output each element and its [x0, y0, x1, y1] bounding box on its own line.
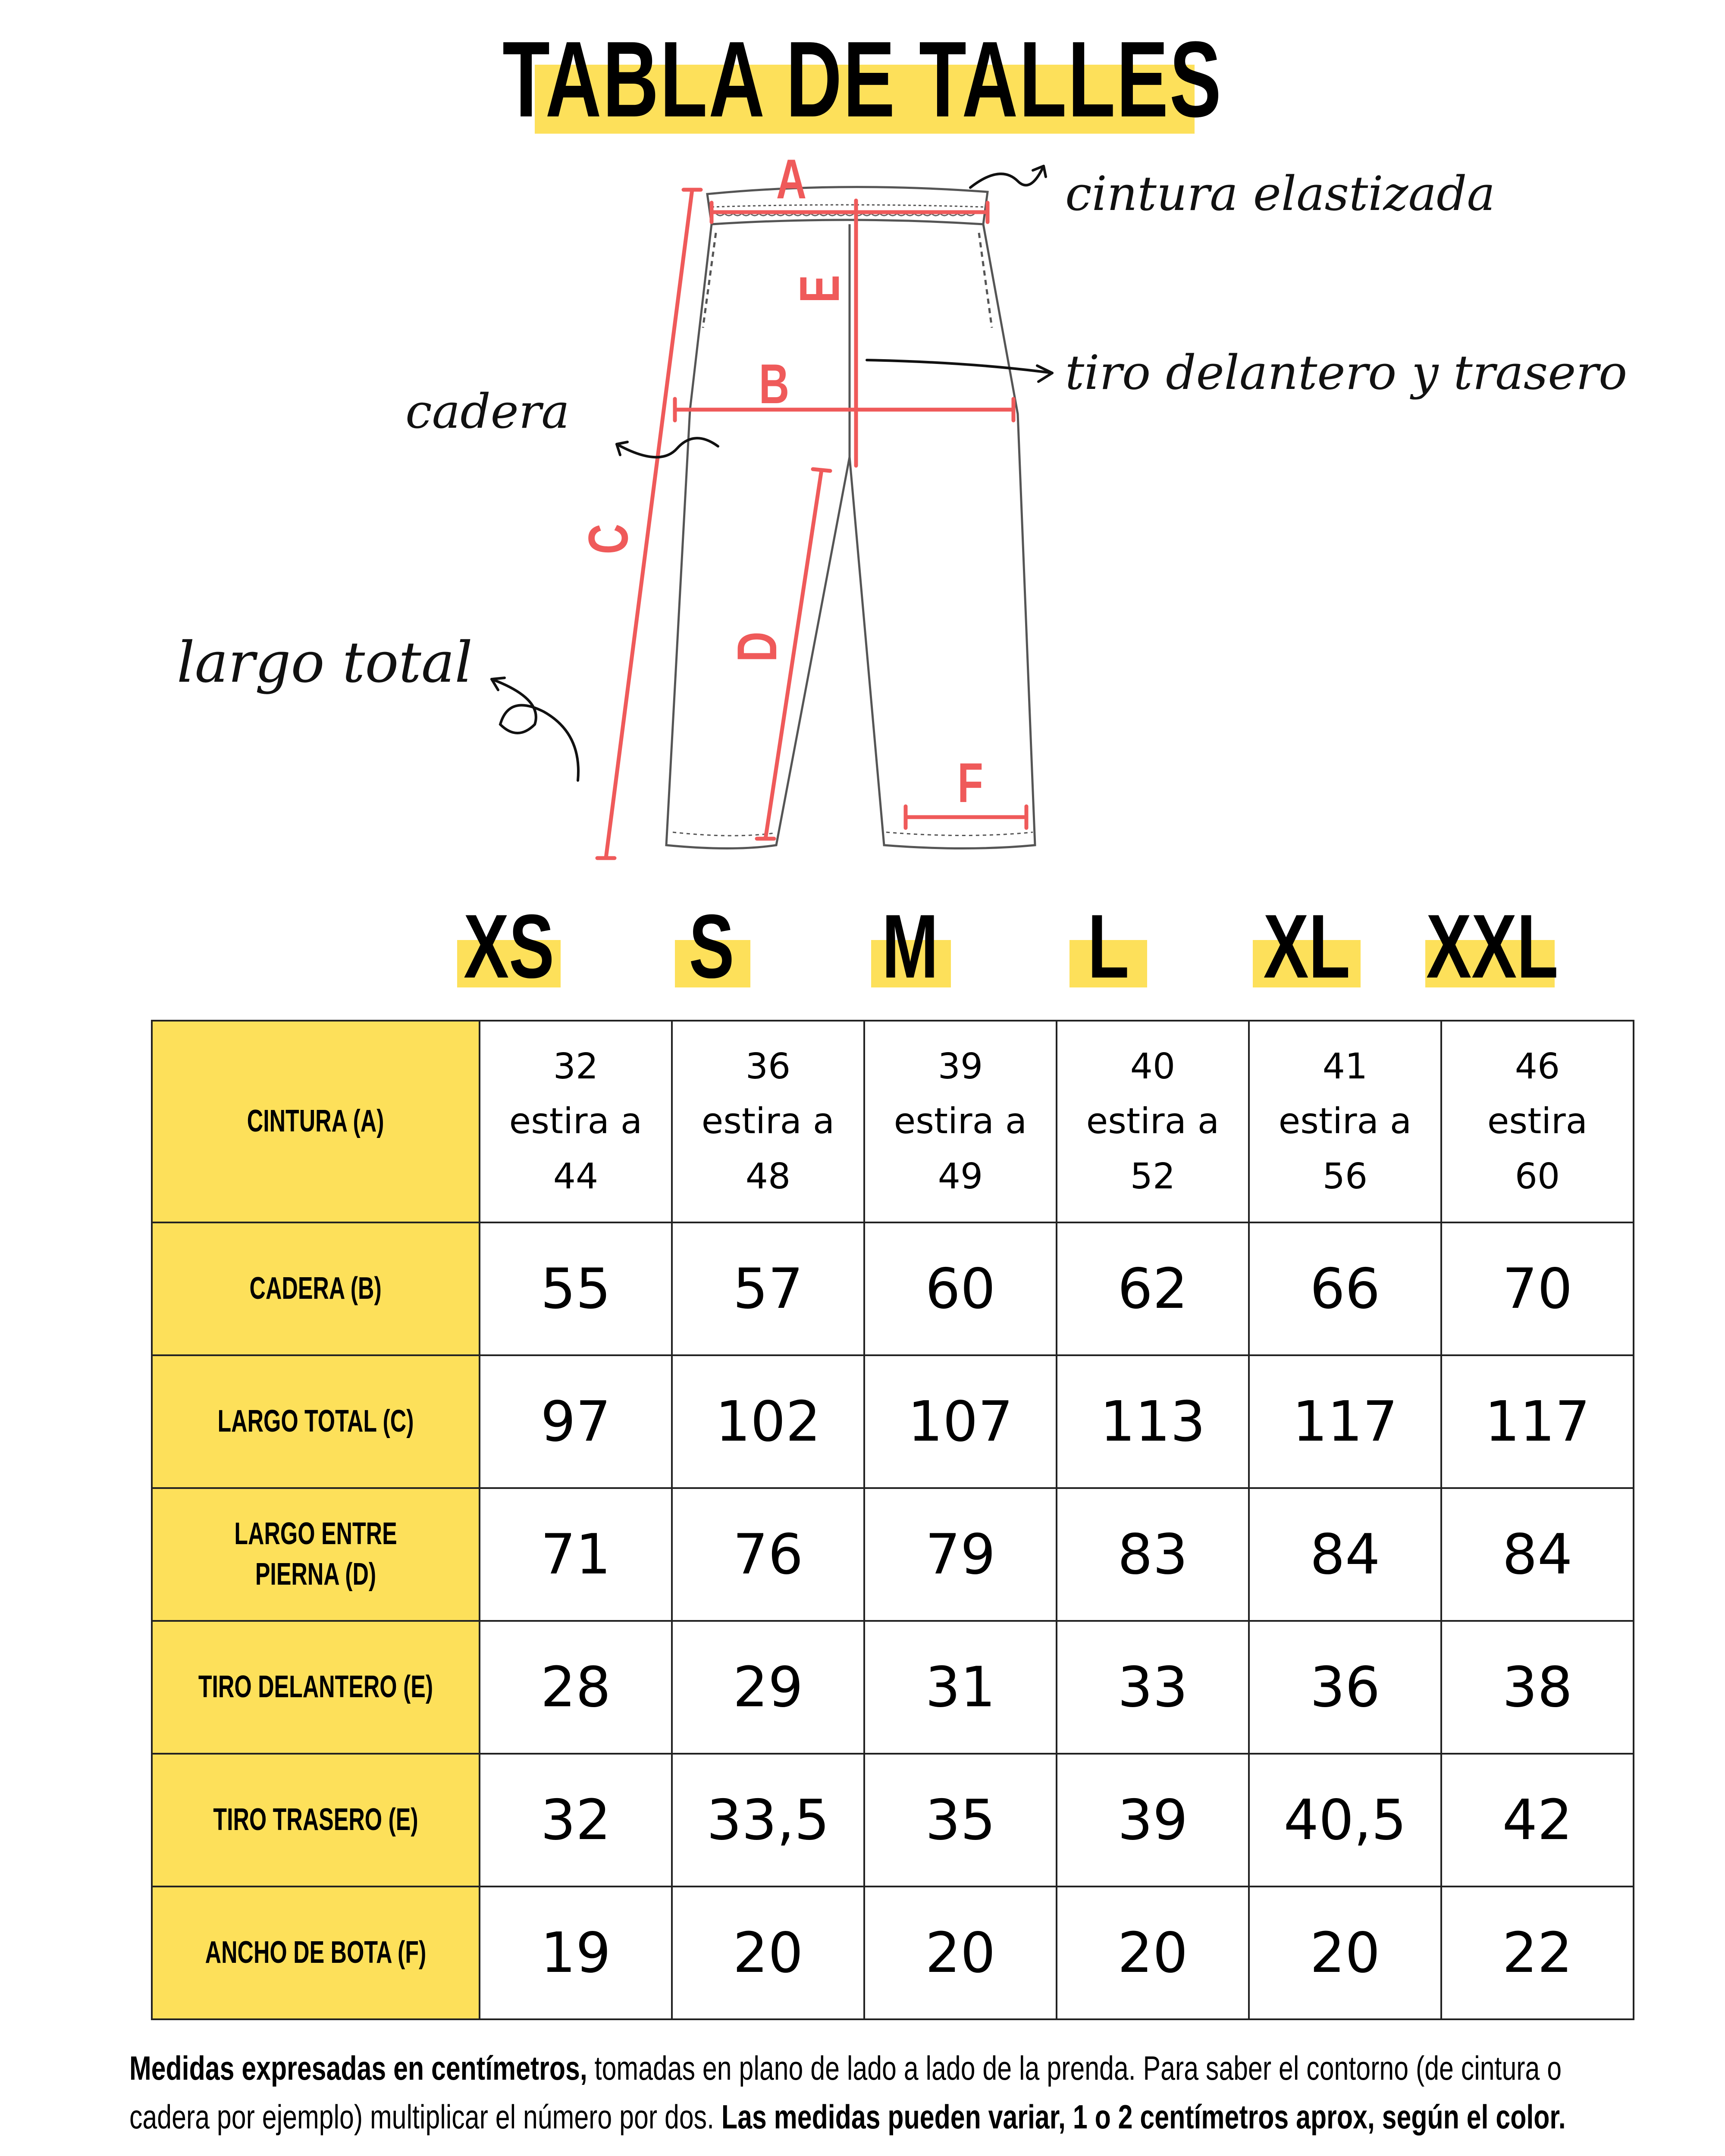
size-header-s	[656, 893, 768, 997]
table-row-largo-total	[152, 1355, 1634, 1488]
cell: 84	[1441, 1488, 1634, 1621]
cell: 83	[1057, 1488, 1249, 1621]
row-label-text: TIRO TRASERO (E)	[213, 1802, 418, 1837]
cell-line: estira a	[1278, 1101, 1412, 1142]
cell: 38	[1441, 1621, 1634, 1754]
table-row-largo-entrepierna	[152, 1488, 1634, 1621]
cell-line: estira a	[1086, 1101, 1220, 1142]
cell: 31	[864, 1621, 1057, 1754]
row-label	[152, 1488, 480, 1621]
cell	[1249, 1021, 1441, 1222]
cell-line: 40	[1130, 1046, 1176, 1087]
cell: 36	[1249, 1621, 1441, 1754]
row-label-line: LARGO ENTRE	[234, 1517, 397, 1551]
cell: 113	[1057, 1355, 1249, 1488]
cell-line: 32	[553, 1046, 599, 1087]
cell	[1441, 1021, 1634, 1222]
cell: 117	[1441, 1355, 1634, 1488]
cell-line: 49	[938, 1156, 983, 1197]
cell: 66	[1249, 1222, 1441, 1355]
row-label	[152, 1621, 480, 1754]
cell	[672, 1021, 864, 1222]
cell: 76	[672, 1488, 864, 1621]
cell: 117	[1249, 1355, 1441, 1488]
row-label	[152, 1021, 480, 1222]
letter-d: D	[726, 631, 789, 662]
cell: 28	[480, 1621, 672, 1754]
label-largo: largo total	[177, 630, 473, 695]
cell	[864, 1021, 1057, 1222]
size-header-xs	[444, 893, 574, 997]
cell: 20	[1057, 1887, 1249, 2019]
cell: 29	[672, 1621, 864, 1754]
row-label-text: CADERA (B)	[249, 1271, 382, 1306]
row-label	[152, 1222, 480, 1355]
cell: 71	[480, 1488, 672, 1621]
size-header-xxl	[1410, 893, 1574, 997]
row-label	[152, 1754, 480, 1887]
size-label: M	[881, 896, 938, 997]
size-header-m	[854, 893, 966, 997]
table-row-cadera	[152, 1222, 1634, 1355]
cell-line: estira a	[894, 1101, 1027, 1142]
cell: 102	[672, 1355, 864, 1488]
row-label-text: ANCHO DE BOTA (F)	[205, 1935, 427, 1970]
cell: 84	[1249, 1488, 1441, 1621]
footer-note	[129, 2044, 1604, 2141]
label-cadera: cadera	[405, 384, 570, 439]
cell-line: 60	[1515, 1156, 1560, 1197]
cell: 20	[864, 1887, 1057, 2019]
cell: 62	[1057, 1222, 1249, 1355]
footer-bold-1: Medidas expresadas en centímetros,	[129, 2049, 587, 2087]
row-label-text: LARGO TOTAL (C)	[217, 1404, 414, 1439]
letter-c: C	[577, 523, 640, 555]
cell: 20	[1249, 1887, 1441, 2019]
cell-line: 48	[745, 1156, 791, 1197]
cell: 79	[864, 1488, 1057, 1621]
cell: 42	[1441, 1754, 1634, 1887]
label-cintura: cintura elastizada	[1065, 166, 1496, 221]
cell	[1057, 1021, 1249, 1222]
cell	[480, 1021, 672, 1222]
cell: 57	[672, 1222, 864, 1355]
row-label-text: TIRO DELANTERO (E)	[198, 1670, 433, 1705]
size-table	[151, 1020, 1634, 2020]
cell-line: 44	[553, 1156, 599, 1197]
row-label	[152, 1355, 480, 1488]
letter-f: F	[957, 752, 983, 815]
letter-b: B	[759, 353, 790, 416]
cell-line: 36	[745, 1046, 791, 1087]
cell-line: estira	[1487, 1101, 1587, 1142]
cell: 40,5	[1249, 1754, 1441, 1887]
cell: 55	[480, 1222, 672, 1355]
cell: 22	[1441, 1887, 1634, 2019]
table-row-tiro-delantero	[152, 1621, 1634, 1754]
letter-a: A	[776, 148, 807, 211]
page-title: TABLA DE TALLES	[502, 19, 1223, 139]
cell-line: 52	[1130, 1156, 1176, 1197]
row-label-line: PIERNA (D)	[255, 1557, 376, 1592]
cell: 39	[1057, 1754, 1249, 1887]
cell: 70	[1441, 1222, 1634, 1355]
cell: 60	[864, 1222, 1057, 1355]
size-label: XS	[463, 896, 555, 997]
row-label	[152, 1887, 480, 2019]
row-label-text	[234, 1514, 397, 1595]
cell: 19	[480, 1887, 672, 2019]
footer-text: tomadas en plano de lado a lado de la prenda. Para saber el contorno (de cintura o cadera por ejemplo) multiplicar el número por dos.	[129, 2049, 1562, 2136]
table-row-tiro-trasero	[152, 1754, 1634, 1887]
cell: 33,5	[672, 1754, 864, 1887]
letter-e: E	[788, 275, 851, 303]
size-label: S	[689, 896, 734, 997]
cell-line: 46	[1515, 1046, 1560, 1087]
size-header-l	[1052, 893, 1164, 997]
cell: 33	[1057, 1621, 1249, 1754]
cell: 97	[480, 1355, 672, 1488]
cell: 20	[672, 1887, 864, 2019]
table-row-cintura	[152, 1021, 1634, 1222]
cell: 107	[864, 1355, 1057, 1488]
size-label: L	[1087, 896, 1129, 997]
pants-diagram	[0, 0, 1725, 897]
table-row-ancho-bota	[152, 1887, 1634, 2019]
size-header-xl	[1242, 893, 1371, 997]
row-label-text: CINTURA (A)	[247, 1104, 384, 1139]
footer-bold-2: Las medidas pueden variar, 1 o 2 centímetros aprox, según el color.	[721, 2098, 1566, 2136]
label-tiro: tiro delantero y trasero	[1065, 345, 1628, 400]
cell-line: estira a	[701, 1101, 835, 1142]
cell: 35	[864, 1754, 1057, 1887]
cell-line: 39	[938, 1046, 983, 1087]
cell: 32	[480, 1754, 672, 1887]
size-label: XL	[1263, 896, 1350, 997]
cell-line: 41	[1322, 1046, 1368, 1087]
cell-line: 56	[1322, 1156, 1368, 1197]
size-label: XXL	[1426, 896, 1559, 997]
cell-line: estira a	[509, 1101, 643, 1142]
